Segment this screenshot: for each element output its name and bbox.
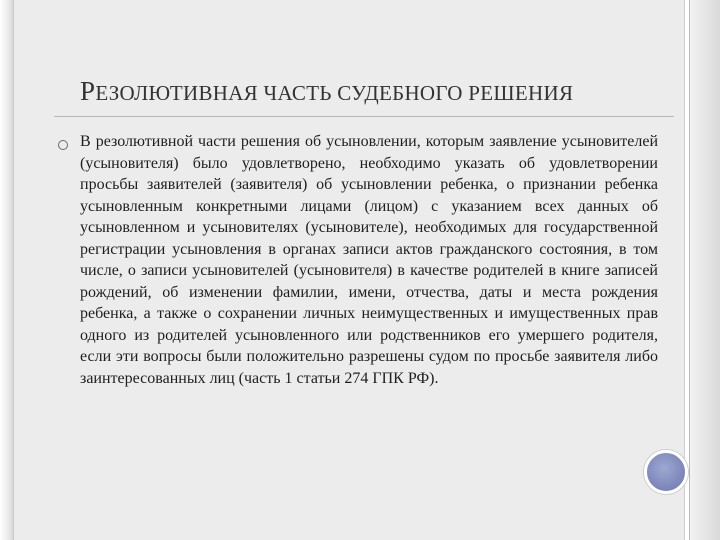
title-rest: ЕЗОЛЮТИВНАЯ ЧАСТЬ СУДЕБНОГО РЕШЕНИЯ [95,81,574,105]
content-panel [14,0,685,540]
slide-title [80,76,640,107]
right-margin-strip [690,0,720,540]
decorative-circle-icon [644,450,688,494]
left-margin-strip [0,0,13,540]
bullet-icon [58,140,68,150]
title-first-letter: Р [80,76,96,106]
title-divider [54,116,674,117]
body-paragraph: В резолютивной части решения об усыновлении, которым заявление усыновителей (усыновителя) было удовлетворено, необходимо указать об удовлетворении просьбы заявителей (заявителя) об усыновлении ребенка, о признании ребенка усыновленным конкретными лицами (лицом) с указанием всех данных об усыновленном и усыновителях (усыновителе), необходимых для государственной регистрации усыновления в органах записи актов гражданского состояния, в том числе, о записи усыновителей (усыновителя) в качестве родителей в книге записей рождений, об изменении фамилии, имени, отчества, даты и места рождения ребенка, а также о сохранении личных неимущественных и имущественных прав одного из родителей усыновленного или родственников его умершего родителя, если эти вопросы были положительно разрешены судом по просьбе заявителя либо заинтересованных лиц (часть 1 статьи 274 ГПК РФ). [80,133,658,387]
